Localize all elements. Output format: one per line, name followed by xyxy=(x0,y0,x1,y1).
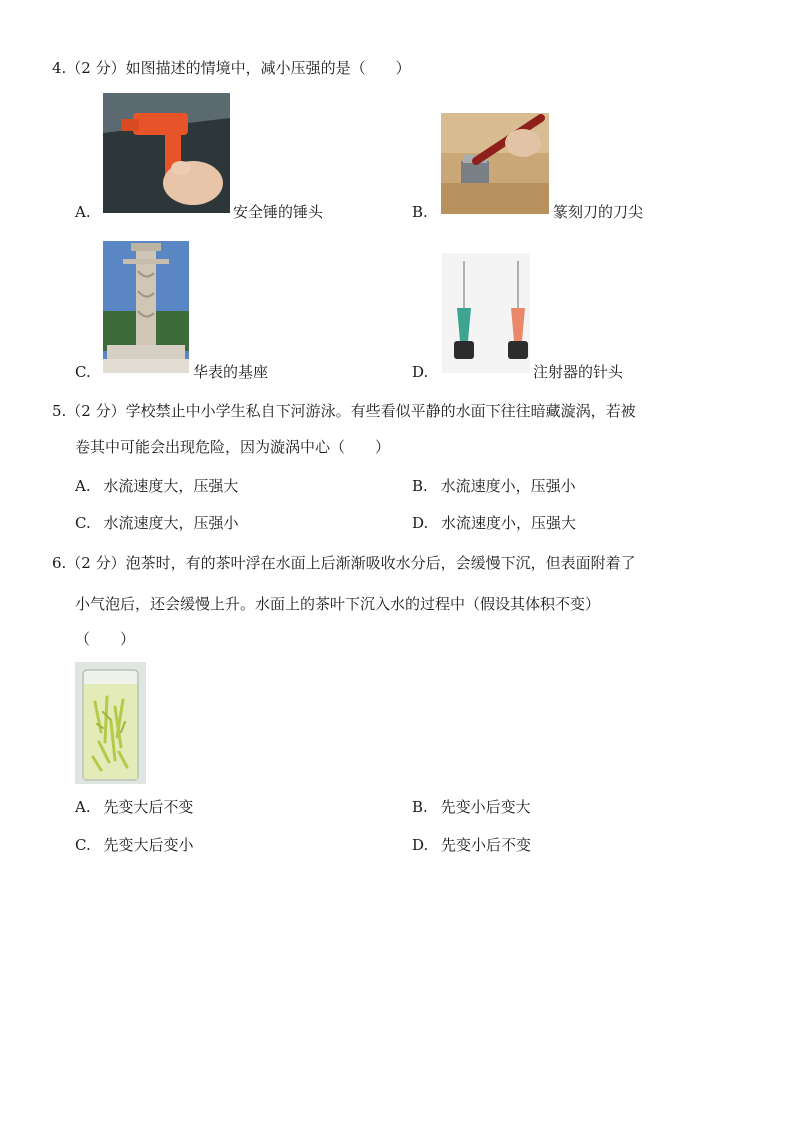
q6-option-c xyxy=(75,835,194,855)
q4-option-a-letter: A. xyxy=(75,203,91,221)
safety-hammer-photo xyxy=(103,93,230,213)
q6-option-d-letter: D. xyxy=(412,836,429,854)
q4-option-d-text: 注射器的针头 xyxy=(533,363,624,381)
q6-option-a-text: 先变大后不变 xyxy=(103,798,194,816)
q6-option-d xyxy=(412,835,531,855)
q5-option-b xyxy=(412,476,576,496)
q6-option-b-text: 先变小后变大 xyxy=(440,798,531,816)
tea-glass-photo xyxy=(75,662,146,784)
q4-option-c-text: 华表的基座 xyxy=(193,363,269,381)
q6-stem-line-1: 6.（2 分）泡茶时，有的茶叶浮在水面上后渐渐吸收水分后，会缓慢下沉，但表面附着了 xyxy=(52,554,636,572)
q6-stem-line-2: 小气泡后，还会缓慢上升。水面上的茶叶下沉入水的过程中（假设其体积不变） xyxy=(75,595,601,613)
q6-option-c-letter: C. xyxy=(75,836,91,854)
q6-option-a-letter: A. xyxy=(75,798,91,816)
q5-option-d-letter: D. xyxy=(412,514,429,532)
q5-option-c-letter: C. xyxy=(75,514,91,532)
q5-option-b-text: 水流速度小，压强小 xyxy=(440,477,576,495)
q5-option-c xyxy=(75,513,239,533)
q6-option-a xyxy=(75,797,193,817)
q5-option-d xyxy=(412,513,576,533)
q5-option-b-letter: B. xyxy=(412,477,428,495)
q5-stem-line-1: 5.（2 分）学校禁止中小学生私自下河游泳。有些看似平静的水面下往往暗藏漩涡，若被 xyxy=(52,402,636,420)
q4-option-b-text: 篆刻刀的刀尖 xyxy=(553,203,644,221)
q5-option-a-text: 水流速度大，压强大 xyxy=(103,477,239,495)
q6-option-b xyxy=(412,797,531,817)
q6-option-d-text: 先变小后不变 xyxy=(441,836,532,854)
q5-option-a xyxy=(75,476,238,496)
q4-stem: 4.（2 分）如图描述的情境中，减小压强的是（ ） xyxy=(52,59,411,77)
q5-option-c-text: 水流速度大，压强小 xyxy=(103,514,239,532)
syringe-needle-photo xyxy=(442,253,530,373)
seal-carving-knife-photo xyxy=(441,113,549,214)
q6-option-c-text: 先变大后变小 xyxy=(103,836,194,854)
q4-option-c-letter: C. xyxy=(75,363,91,381)
q4-option-a-text: 安全锤的锤头 xyxy=(233,203,324,221)
q4-option-b-letter: B. xyxy=(412,203,428,221)
q4-option-d-letter: D. xyxy=(412,363,429,381)
huabiao-pillar-photo xyxy=(103,241,189,373)
q5-stem-line-2: 卷其中可能会出现危险，因为漩涡中心（ ） xyxy=(75,438,391,456)
q6-option-b-letter: B. xyxy=(412,798,428,816)
q5-option-a-letter: A. xyxy=(75,477,91,495)
q5-option-d-text: 水流速度小，压强大 xyxy=(441,514,577,532)
q6-stem-line-3: （ ） xyxy=(75,630,136,648)
